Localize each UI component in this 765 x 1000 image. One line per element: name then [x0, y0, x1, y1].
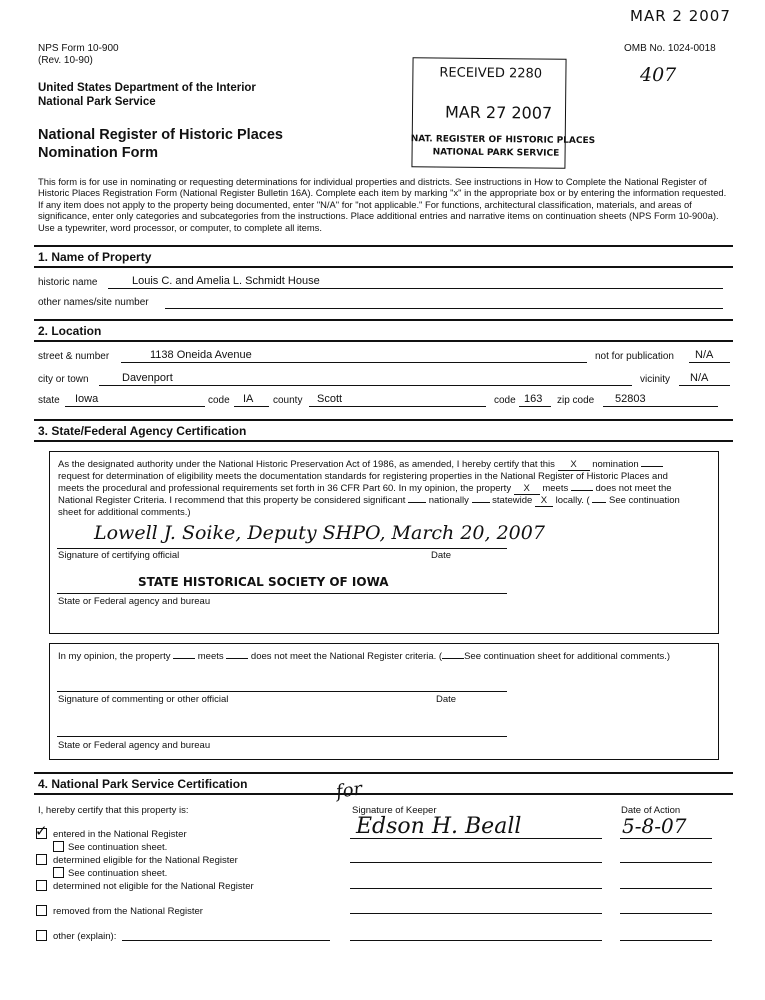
section1-heading: 1. Name of Property: [38, 250, 152, 264]
cert-line3-text: meets the procedural and professional requirements set forth in 36 CFR Part 60. In my opinion, the property: [58, 483, 512, 494]
stamp-date: MAR 27 2007: [444, 102, 553, 123]
eligible-checkbox[interactable]: [36, 854, 47, 865]
stamp-received: RECEIVED 2280: [439, 65, 543, 82]
date-line-5: [620, 940, 712, 941]
cert-line4b-text: nationally: [428, 495, 469, 506]
cert-line1-text: As the designated authority under the National Historic Preservation Act of 1986, as amended, I hereby certify that this: [58, 459, 555, 470]
keeper-label: Signature of Keeper: [352, 805, 437, 816]
omb-number: OMB No. 1024-0018: [624, 43, 716, 54]
rule-s3b: [34, 440, 733, 442]
cert-blank1: [641, 466, 663, 467]
signature-label: Signature of certifying official: [58, 550, 180, 561]
opinion-a: In my opinion, the property: [58, 651, 171, 662]
state-code-value: IA: [243, 393, 254, 405]
removed-checkbox[interactable]: [36, 905, 47, 916]
opinion-c: does not meet the National Register criteria. (: [250, 651, 443, 662]
certify-statement: I, hereby certify that this property is:: [38, 805, 189, 816]
opinion-line: [58, 651, 670, 662]
opinion-d: See continuation sheet for additional comments.): [464, 651, 671, 662]
cert-blank3: [408, 502, 426, 503]
other-names-line: [165, 308, 723, 309]
cert-line1b-text: nomination: [592, 459, 639, 470]
option-eligible: determined eligible for the National Register: [53, 855, 238, 866]
rule-s2: [34, 319, 733, 321]
section3-heading: 3. State/Federal Agency Certification: [38, 424, 247, 438]
cert-line1: [58, 459, 663, 471]
date-line-3: [620, 888, 712, 889]
commenting-label: Signature of commenting or other official: [58, 694, 229, 705]
code-label: code: [208, 395, 230, 406]
cert-blank5: [592, 502, 606, 503]
option-entered: entered in the National Register: [53, 829, 187, 840]
rule-s1: [34, 245, 733, 247]
section2-heading: 2. Location: [38, 324, 102, 338]
street-label: street & number: [38, 351, 110, 362]
cert-blank4: [472, 502, 490, 503]
cert-line3b-text: meets: [542, 483, 569, 494]
county-line: [309, 406, 486, 407]
county-code-label: code: [494, 395, 516, 406]
option-continuation-1: See continuation sheet.: [68, 842, 168, 853]
zip-value: 52803: [615, 393, 646, 405]
form-title-line1: National Register of Historic Places: [38, 127, 283, 143]
cert-line4-text: National Register Criteria. I recommend that this property be considered significant: [58, 495, 406, 506]
date-line-1: [620, 838, 712, 839]
date-line-2: [620, 862, 712, 863]
form-number: NPS Form 10-900: [38, 43, 119, 54]
form-title-line2: Nomination Form: [38, 145, 159, 161]
opinion-blank1: [173, 658, 195, 659]
other-checkbox[interactable]: [36, 930, 47, 941]
agency-value: STATE HISTORICAL SOCIETY OF IOWA: [138, 575, 389, 589]
form-revision: (Rev. 10-90): [38, 55, 93, 66]
cert-blank2: [571, 490, 593, 491]
date-label-2: Date: [436, 694, 457, 705]
commenting-line: [57, 691, 507, 692]
zip-line: [603, 406, 718, 407]
cert-line2: request for determination of eligibility meets the documentation standards for registering properties in the National Register of Historic Places and: [58, 471, 668, 482]
keeper-line-4: [350, 913, 602, 914]
other-explain-line: [122, 940, 330, 941]
vicinity-value: N/A: [690, 372, 709, 384]
agency2-line: [57, 736, 507, 737]
handwritten-date-top: MAR 2 2007: [630, 7, 731, 25]
service-name: National Park Service: [38, 96, 156, 108]
street-value: 1138 Oneida Avenue: [150, 349, 252, 361]
cert-line4c-text: statewide: [492, 495, 533, 506]
rule-s4: [34, 772, 733, 774]
rule-s2b: [34, 340, 733, 342]
county-value: Scott: [317, 393, 343, 405]
city-line: [99, 385, 632, 386]
date-line-4: [620, 913, 712, 914]
rule-s3: [34, 419, 733, 421]
signature-line: [57, 548, 507, 549]
check-mark-icon: ✓: [35, 822, 48, 840]
state-line: [65, 406, 205, 407]
state-value: Iowa: [75, 393, 99, 405]
cert-x3: X: [535, 495, 553, 507]
cert-line3c-text: does not meet the: [595, 483, 672, 494]
stamp-line1: NAT. REGISTER OF HISTORIC PLACES: [410, 134, 596, 147]
date-action-value: 5-8-07: [622, 814, 687, 838]
opinion-b: meets: [197, 651, 224, 662]
agency-label: State or Federal agency and bureau: [58, 596, 211, 607]
date-action-label: Date of Action: [621, 805, 681, 816]
cert-x2: X: [514, 483, 540, 495]
stamp-line2: NATIONAL PARK SERVICE: [432, 147, 560, 159]
cert-line4e-text: See continuation: [609, 495, 680, 506]
county-label: county: [273, 395, 303, 406]
option-removed: removed from the National Register: [53, 906, 203, 917]
certifying-signature: Lowell J. Soike, Deputy SHPO, March 20, 2007: [94, 522, 545, 544]
historic-name-label: historic name: [38, 277, 98, 288]
agency-line: [57, 593, 507, 594]
keeper-line-1: [350, 838, 602, 839]
keeper-signature: Edson H. Beall: [356, 814, 522, 839]
rule-s1b: [34, 266, 733, 268]
continuation-checkbox-1[interactable]: [53, 841, 64, 852]
county-code-line: [519, 406, 551, 407]
handwritten-number: 407: [640, 64, 677, 86]
other-names-label: other names/site number: [38, 297, 149, 308]
continuation-checkbox-2[interactable]: [53, 867, 64, 878]
cert-line4: [58, 495, 680, 507]
rule-s4b: [34, 793, 733, 795]
zip-label: zip code: [557, 395, 595, 406]
county-code-value: 163: [524, 393, 543, 405]
option-other: other (explain):: [53, 931, 117, 942]
cert-line3: [58, 483, 672, 495]
cert-x1: X: [558, 459, 590, 471]
vicinity-label: vicinity: [640, 374, 671, 385]
option-continuation-2: See continuation sheet.: [68, 868, 168, 879]
option-not-eligible: determined not eligible for the National Register: [53, 881, 254, 892]
keeper-line-2: [350, 862, 602, 863]
historic-name-value: Louis C. and Amelia L. Schmidt House: [132, 275, 320, 287]
not-for-pub-label: not for publication: [595, 351, 674, 362]
received-stamp: [410, 57, 596, 169]
not-for-pub-value: N/A: [695, 349, 714, 361]
department-name: United States Department of the Interior: [38, 82, 256, 94]
opinion-blank3: [442, 658, 464, 659]
keeper-line-3: [350, 888, 602, 889]
date-label-1: Date: [431, 550, 452, 561]
city-label: city or town: [38, 374, 89, 385]
vicinity-line: [679, 385, 730, 386]
agency2-label: State or Federal agency and bureau: [58, 740, 211, 751]
for-note: for: [334, 778, 364, 803]
keeper-line-5: [350, 940, 602, 941]
historic-name-line: [108, 288, 723, 289]
street-line: [121, 362, 587, 363]
state-label: state: [38, 395, 60, 406]
cert-line5: sheet for additional comments.): [58, 507, 191, 518]
section4-heading: 4. National Park Service Certification: [38, 777, 248, 791]
cert-line4d-text: locally. (: [555, 495, 590, 506]
not-eligible-checkbox[interactable]: [36, 880, 47, 891]
state-code-line: [234, 406, 269, 407]
instructions-text: This form is for use in nominating or requesting determinations for individual properties and districts. See instructions in How to Complete the National Register of Historic Places Registration Form (National Register Bulletin 16A). Complete each item by marking "x" in the appropriate box or by entering the information requested. If any item does not apply to the property being documented, enter "N/A" for "not applicable." For functions, architectural classification, materials, and areas of significance, enter only categories and subcategories from the instructions. Place additional entries and narrative items on continuation sheets (NPS Form 10-900a). Use a typewriter, word processor, or computer, to complete all items.: [38, 176, 727, 233]
not-for-pub-line: [689, 362, 730, 363]
opinion-blank2: [226, 658, 248, 659]
city-value: Davenport: [122, 372, 173, 384]
